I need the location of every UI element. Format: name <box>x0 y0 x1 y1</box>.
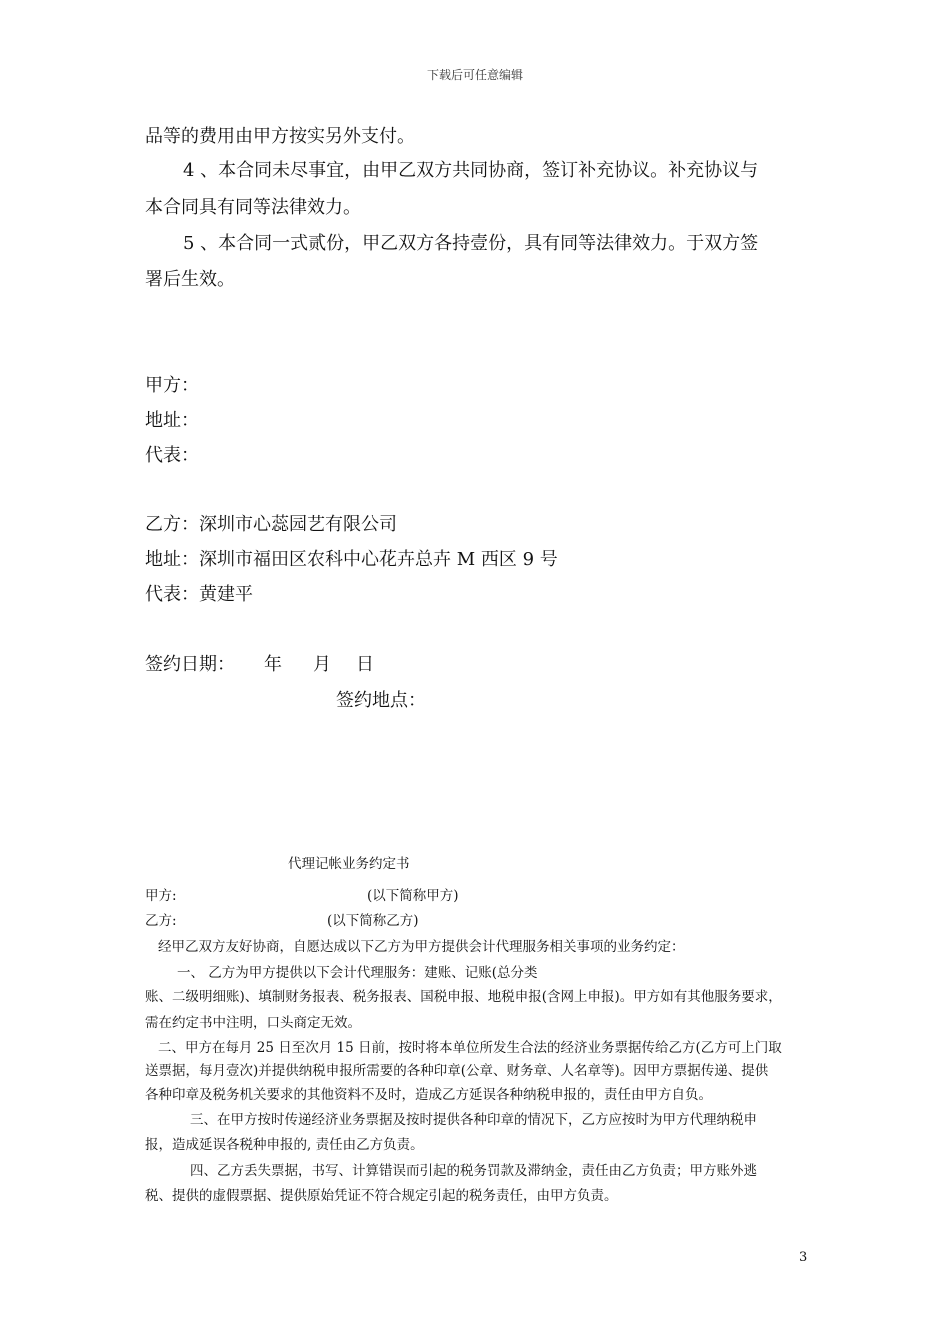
agreement-party-b-note: (以下简称乙方) <box>327 913 419 929</box>
party-a-representative: 代表： <box>145 445 199 466</box>
agreement-party-b-label: 乙方: <box>145 913 177 929</box>
contract-line: 品等的费用由甲方按实另外支付。 <box>145 126 415 147</box>
party-a-name: 甲方： <box>145 375 199 396</box>
sign-date-label: 签约日期： <box>145 654 235 675</box>
agreement-line: 报，造成延误各税种申报的, 责任由乙方负责。 <box>145 1137 424 1153</box>
page-number: 3 <box>799 1250 808 1265</box>
agreement-line: 三、在甲方按时传递经济业务票据及按时提供各种印章的情况下，乙方应按时为甲方代理纳税申 <box>190 1112 757 1128</box>
agreement-line: 账、二级明细账)、填制财务报表、税务报表、国税申报、地税申报(含网上申报)。甲方如有其他服务要求， <box>145 989 782 1005</box>
agreement-line: 需在约定书中注明，口头商定无效。 <box>145 1015 361 1031</box>
agreement-line: 二、甲方在每月 25 日至次月 15 日前，按时将本单位所发生合法的经济业务票据传给乙方(乙方可上门取 <box>158 1040 782 1056</box>
agreement-line: 税、提供的虚假票据、提供原始凭证不符合规定引起的税务责任，由甲方负责。 <box>145 1188 618 1204</box>
page-header-note: 下载后可任意编辑 <box>426 68 523 82</box>
agreement-party-a-label: 甲方: <box>145 888 177 904</box>
sign-date-day: 日 <box>356 654 374 675</box>
sign-date-year: 年 <box>264 654 282 675</box>
agreement-line: 经甲乙双方友好协商，自愿达成以下乙方为甲方提供会计代理服务相关事项的业务约定： <box>158 939 685 955</box>
contract-line: 本合同具有同等法律效力。 <box>145 197 361 218</box>
sign-date-month: 月 <box>313 654 331 675</box>
agreement-line: 送票据，每月壹次)并提供纳税申报所需要的各种印章(公章、财务章、人名章等)。因甲方票据传递、提供 <box>145 1063 769 1079</box>
contract-line: 署后生效。 <box>145 269 235 290</box>
agreement-party-a-note: (以下简称甲方) <box>367 888 459 904</box>
agreement-line: 四、乙方丢失票据，书写、计算错误而引起的税务罚款及滞纳金，责任由乙方负责；甲方账外逃 <box>190 1163 757 1179</box>
agreement-line: 各种印章及税务机关要求的其他资料不及时，造成乙方延误各种纳税申报的，责任由甲方自负。 <box>145 1087 712 1103</box>
sign-place-label: 签约地点： <box>336 690 426 711</box>
party-b-name: 乙方：深圳市心蕊园艺有限公司 <box>145 514 397 535</box>
agreement-line: 一、 乙方为甲方提供以下会计代理服务：建账、记账(总分类 <box>177 965 538 981</box>
party-b-representative: 代表：黄建平 <box>145 584 253 605</box>
agreement-title: 代理记帐业务约定书 <box>288 856 410 872</box>
party-a-address: 地址： <box>145 410 199 431</box>
contract-line: 5 、本合同一式贰份，甲乙双方各持壹份，具有同等法律效力。于双方签 <box>183 233 759 254</box>
contract-line: 4 、本合同未尽事宜，由甲乙双方共同协商，签订补充协议。补充协议与 <box>183 160 759 181</box>
party-b-address: 地址：深圳市福田区农科中心花卉总卉 M 西区 9 号 <box>145 549 558 570</box>
